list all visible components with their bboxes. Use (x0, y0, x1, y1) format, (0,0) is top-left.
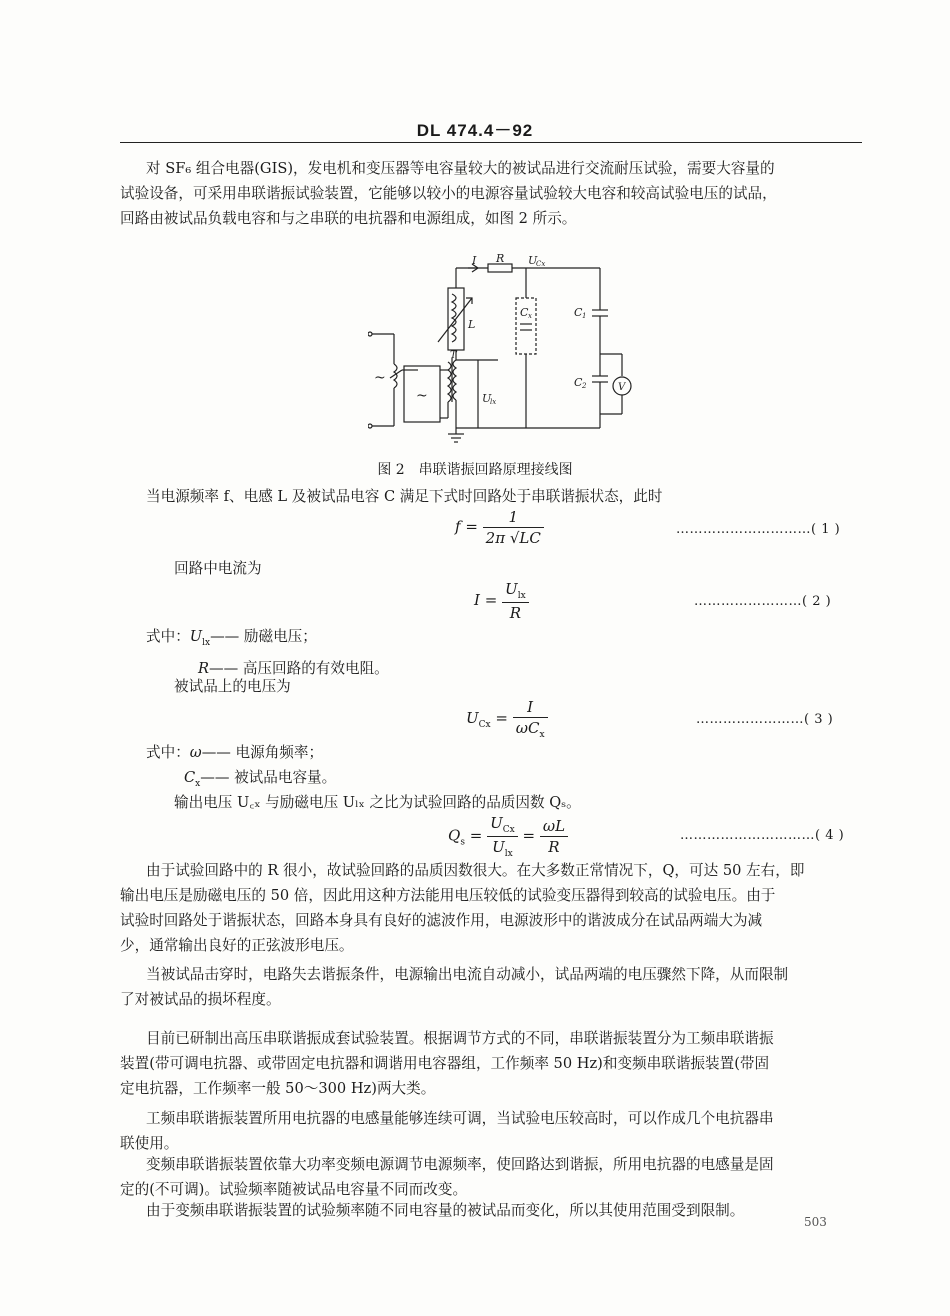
where2-sym-1: ω (189, 744, 202, 761)
where1-sym-1: U (189, 628, 203, 645)
eq2-lhs: I = (474, 591, 498, 609)
eq3-lhs: U (466, 709, 479, 727)
where1-sub-1: lx (202, 637, 211, 648)
where1-sym-2: R (198, 659, 209, 677)
current-intro: 回路中电流为 (174, 560, 262, 577)
eq1-numerator: 1 (483, 508, 544, 528)
eq4-fraction-2 (540, 817, 568, 856)
paragraph-6 (146, 1198, 862, 1223)
eq3-fraction (513, 698, 548, 740)
p1-line-1: 由于试验回路中的 R 很小，故试验回路的品质因数很大。在大多数正常情况下，Q，可达 50 左右，即 (146, 862, 805, 879)
label-i: I (472, 254, 477, 267)
eq1-fraction (483, 508, 544, 547)
eq4-lhs-sub: s (460, 837, 465, 848)
eq1-tag: …………………………( 1 ) (676, 522, 841, 537)
page-number: 503 (804, 1215, 827, 1229)
where1-desc-2: —— 高压回路的有效电阻。 (209, 659, 389, 677)
intro-line-2: 试验设备，可采用串联谐振试验装置，它能够以较小的电源容量试验较大电容和较高试验电压的试品， (120, 185, 777, 202)
eq4-num2: ωL (540, 817, 568, 837)
document-header: DL 474.4－92 (416, 121, 534, 140)
eq3-numerator: I (513, 698, 548, 718)
p5-line-2: 定的(不可调)。试验频率随被试品电容量不同而改变。 (120, 1181, 468, 1198)
intro-line-3: 回路由被试品负载电容和与之串联的电抗器和电源组成，如图 2 所示。 (120, 210, 577, 227)
p4-line-2: 联使用。 (120, 1135, 179, 1152)
label-regulator-tilde: ~ (416, 388, 428, 404)
eq4-den1-sub: lx (504, 849, 513, 859)
intro-line-1: 对 SF₆ 组合电器(GIS)，发电机和变压器等电容量较大的被试品进行交流耐压试验，需要大容量的 (146, 160, 775, 177)
where1-lead: 式中： (146, 628, 190, 645)
label-ucx: U (528, 254, 538, 267)
eq2-numerator: U (505, 580, 518, 598)
where-list-1 (146, 624, 546, 681)
label-ucx-sub: Cx (536, 260, 546, 268)
where2-sym-2: C (184, 769, 196, 786)
eq3-denominator: ωC (515, 719, 540, 737)
eq2-tag: ……………………( 2 ) (694, 594, 832, 609)
eq4-lhs: Q (448, 826, 461, 845)
label-c2-sub: 2 (582, 382, 587, 390)
eq3-denominator-sub: x (539, 730, 545, 740)
eq2-fraction (502, 580, 529, 622)
q-intro: 输出电压 U꜀ₓ 与励磁电压 Uₗₓ 之比为试验回路的品质因数 Qₛ。 (174, 794, 581, 811)
label-t: T (450, 350, 457, 361)
resistor-r (488, 264, 512, 272)
figure-caption: 图 2 串联谐振回路原理接线图 (377, 462, 573, 478)
eq4-eq-1: = (469, 826, 483, 845)
paragraph-3 (120, 1026, 862, 1101)
header-rule (120, 142, 862, 143)
eq3-lhs-eq: = (490, 709, 508, 727)
eq3-lhs-sub: Cx (478, 720, 491, 730)
paragraph-4 (120, 1106, 862, 1156)
p1-line-4: 少，通常输出良好的正弦波形电压。 (120, 937, 354, 954)
paragraph-2 (120, 962, 862, 1012)
transformer-t (453, 360, 456, 400)
eq3-tag: ……………………( 3 ) (696, 712, 834, 727)
label-r: R (496, 254, 505, 265)
label-l: L (468, 318, 476, 331)
p4-line-1: 工频串联谐振装置所用电抗器的电感量能够连续可调，当试验电压较高时，可以作成几个电抗器串 (146, 1110, 774, 1127)
where2-lead: 式中： (146, 744, 190, 761)
circuit-diagram (368, 254, 648, 454)
label-v: V (618, 382, 626, 393)
voltage-intro: 被试品上的电压为 (174, 678, 291, 695)
p2-line-2: 了对被试品的损坏程度。 (120, 991, 281, 1008)
resonance-intro: 当电源频率 f、电感 L 及被试品电容 C 满足下式时回路处于串联谐振状态，此时 (146, 488, 663, 505)
eq1-denominator: 2π √LC (485, 529, 541, 547)
where1-desc-1: —— 励磁电压； (210, 628, 317, 645)
eq4-den1: U (492, 838, 505, 856)
p5-line-1: 变频串联谐振装置依靠大功率变频电源调节电源频率，使回路达到谐振，所用电抗器的电感量是固 (146, 1156, 774, 1173)
equation-4 (448, 814, 568, 859)
eq2-numerator-sub: lx (517, 591, 526, 601)
p6-line-1: 由于变频串联谐振装置的试验频率随不同电容量的被试品而变化，所以其使用范围受到限制。 (146, 1202, 745, 1219)
eq4-fraction-1 (487, 814, 518, 859)
p1-line-2: 输出电压是励磁电压的 50 倍，因此用这种方法能用电压较低的试验变压器得到较高的试验电压。由于 (120, 887, 776, 904)
eq4-eq-2: = (522, 826, 536, 845)
equation-2 (474, 580, 529, 622)
where2-desc-2: —— 被试品电容量。 (200, 769, 337, 786)
label-cx-sub: x (528, 312, 532, 320)
eq4-tag: …………………………( 4 ) (680, 828, 845, 843)
p3-line-2: 装置(带可调电抗器、或带固定电抗器和调谐用电容器组，工作频率 50 Hz)和变频串联谐振装置(带固 (120, 1055, 770, 1072)
label-c2: C (574, 376, 583, 389)
p2-line-1: 当被试品击穿时，电路失去谐振条件，电源输出电流自动减小，试品两端的电压骤然下降，从而限制 (146, 966, 789, 983)
eq4-num1: U (490, 814, 503, 832)
intro-paragraph (120, 156, 862, 231)
eq4-num1-sub: Cx (502, 825, 515, 835)
where2-desc-1: —— 电源角频率； (201, 744, 324, 761)
eq4-den2: R (548, 838, 560, 856)
where-list-2 (146, 740, 546, 797)
equation-1 (455, 508, 544, 547)
eq2-denominator: R (509, 604, 521, 622)
label-ulx-sub: lx (490, 398, 497, 406)
label-c1: C (574, 306, 583, 319)
where2-sub-2: x (195, 778, 201, 789)
eq1-lhs: f = (455, 517, 478, 536)
label-cx: C (520, 306, 529, 319)
paragraph-1 (120, 858, 862, 958)
label-ulx: U (482, 392, 492, 405)
p1-line-3: 试验时回路处于谐振状态，回路本身具有良好的滤波作用，电源波形中的谐波成分在试品两端大为减 (120, 912, 763, 929)
p3-line-3: 定电抗器，工作频率一般 50～300 Hz)两大类。 (120, 1080, 436, 1097)
equation-3 (466, 698, 548, 740)
label-c1-sub: 1 (582, 312, 587, 320)
p3-line-1: 目前已研制出高压串联谐振成套试验装置。根据调节方式的不同，串联谐振装置分为工频串联谐振 (146, 1030, 774, 1047)
label-source-tilde: ~ (374, 370, 386, 386)
paragraph-5 (120, 1152, 862, 1202)
